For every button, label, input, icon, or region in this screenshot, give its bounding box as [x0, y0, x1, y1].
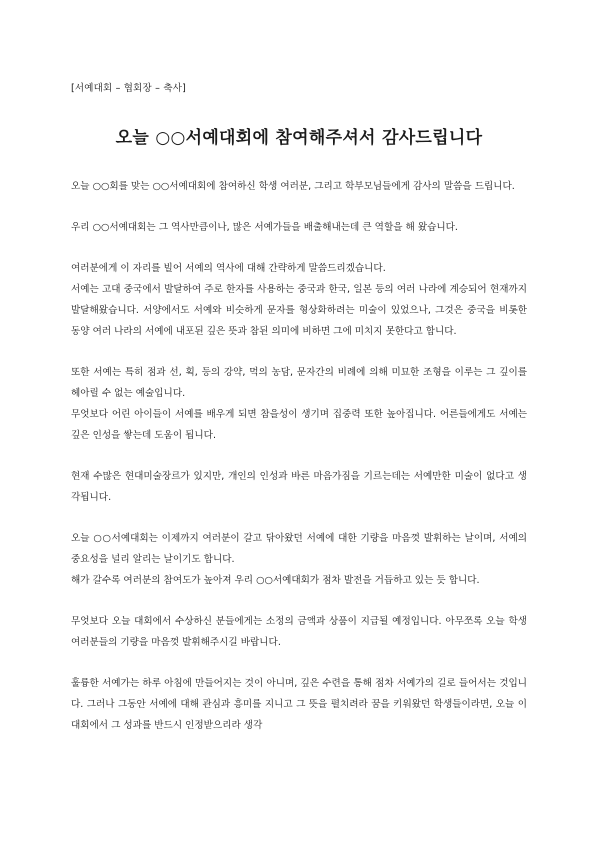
paragraph: [71, 528, 527, 591]
paragraph: [71, 362, 527, 446]
paragraph-text: 오늘 ○○서예대회는 이제까지 여러분이 갈고 닦아왔던 서예에 대한 기량을 마음껏 발휘하는 날이며, 서예의 중요성을 널리 알리는 날이기도 합니다.: [71, 533, 527, 565]
paragraph-text: 무엇보다 오늘 대회에서 수상하신 분들에게는 소정의 금액과 상품이 지급될 예정입니다. 아무쪼록 오늘 학생 여러분들의 기량을 마음껏 발휘해주시길 바랍니다.: [71, 616, 527, 648]
paragraph-text: 여러분에게 이 자리를 빌어 서예의 역사에 대해 간략하게 말씀드리겠습니다.: [71, 263, 386, 274]
paragraph: [71, 176, 527, 197]
paragraph-text: 현재 수많은 현대미술장르가 있지만, 개인의 인성과 바른 마음가짐을 기르는데는 서예만한 미술이 없다고 생각됩니다.: [71, 471, 527, 503]
paragraph: [71, 258, 527, 342]
paragraph-text: 무엇보다 어린 아이들이 서예를 배우게 되면 참을성이 생기며 집중력 또한 높아집니다. 어른들에게도 서예는 깊은 인성을 쌓는데 도움이 됩니다.: [71, 409, 527, 441]
header-tag: [서예대회 – 협회장 – 축사]: [71, 83, 186, 94]
paragraph: [71, 217, 527, 238]
page-title: 오늘 ○○서예대회에 참여해주셔서 감사드립니다: [115, 128, 483, 148]
paragraph-text: 서예는 고대 중국에서 발달하여 주로 한자를 사용하는 중국과 한국, 일본 등의 여러 나라에 계승되어 현재까지 발달해왔습니다. 서양에서도 서예와 비슷하게 문자를 형상화하려는 미술이 있었으나, 그것은 중국을 비롯한 동양 여러 나라의 서예에 내포된 깊은 뜻과 참된 의미에 비하면 그에 미치지 못한다고 합니다.: [71, 284, 527, 337]
paragraph: [71, 611, 527, 653]
paragraph: [71, 673, 527, 736]
paragraph-text: 해가 갈수록 여러분의 참여도가 높아져 우리 ○○서예대회가 점차 발전을 거듭하고 있는 듯 합니다.: [71, 575, 480, 586]
paragraph: [71, 466, 527, 508]
paragraph-text: 우리 ○○서예대회는 그 역사만큼이나, 많은 서예가들을 배출해내는데 큰 역할을 해 왔습니다.: [71, 222, 458, 233]
paragraph-text: 또한 서예는 특히 점과 선, 획, 등의 강약, 먹의 농담, 문자간의 비례에 의해 미묘한 조형을 이루는 그 깊이를 헤아릴 수 없는 예술입니다.: [71, 367, 527, 399]
paragraph-text: 오늘 ○○회를 맞는 ○○서예대회에 참여하신 학생 여러분, 그리고 학부모님들에게 감사의 말씀을 드립니다.: [71, 181, 515, 192]
document-body: [71, 176, 527, 736]
paragraph-text: 훌륭한 서예가는 하루 아침에 만들어지는 것이 아니며, 깊은 수련을 통해 점차 서예가의 길로 들어서는 것입니다. 그러나 그동안 서예에 대해 관심과 흥미를 지니고 그 뜻을 펼치려라 꿈을 키워왔던 학생들이라면, 오늘 이 대회에서 그 성과를 반드시 인정받으리라 생각: [71, 678, 527, 731]
